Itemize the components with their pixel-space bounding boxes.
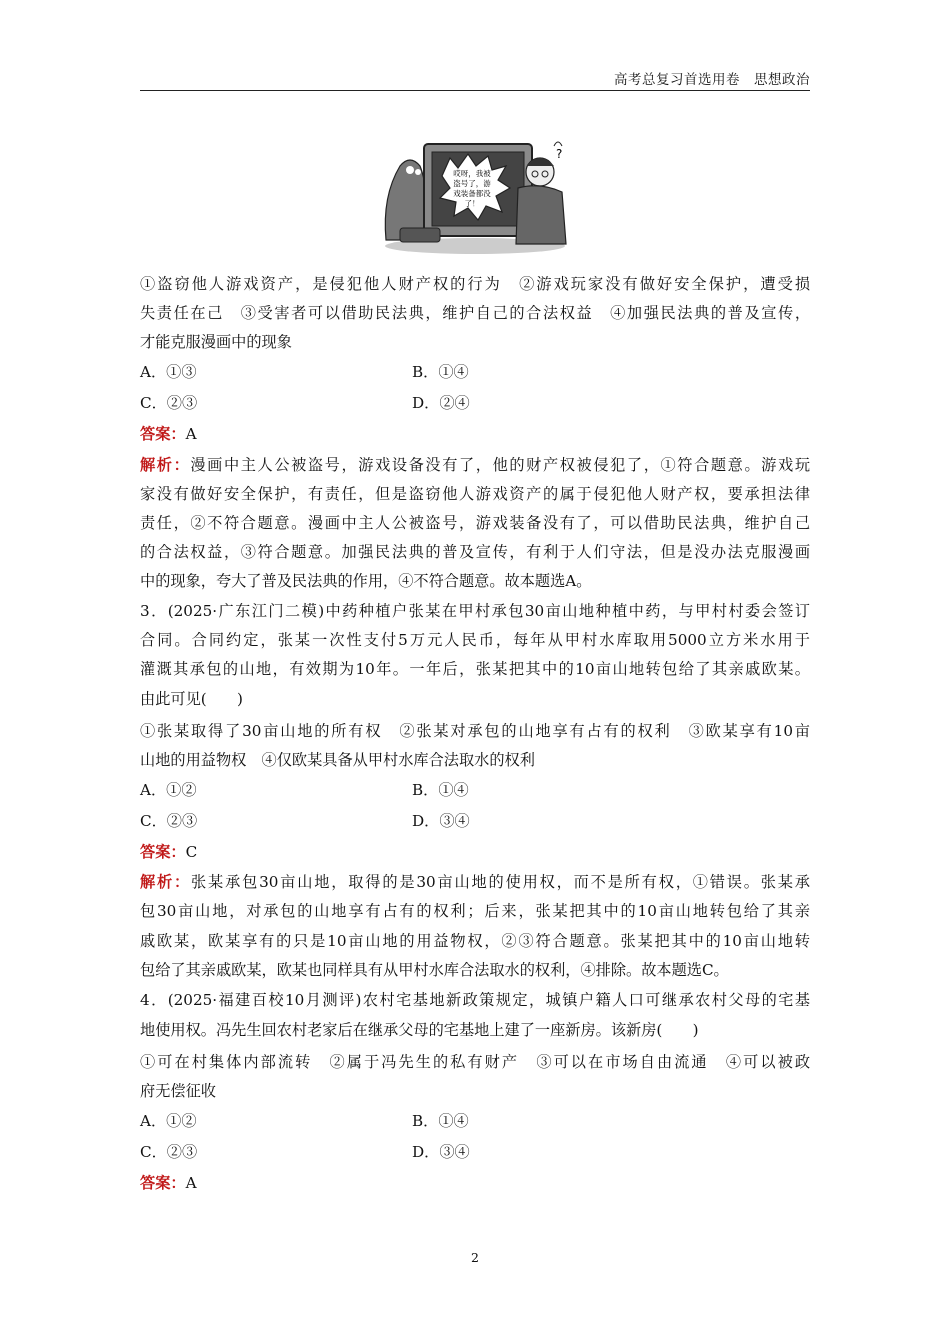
cartoon-illustration [380,136,570,254]
q4-option-c: C．②③ [140,1143,198,1161]
q2-option-d: D．②④ [412,394,470,412]
q3-analysis-line: 包30亩山地，对承包的山地享有占有的权利；后来，张某把其中的10亩山地转包给了其亲 [140,902,810,920]
q2-option-c: C．②③ [140,394,198,412]
q4-stem-line: 4．(2025·福建百校10月测评)农村宅基地新政策规定，城镇户籍人口可继承农村父母的宅基 [140,991,810,1009]
q2-analysis [140,455,810,475]
answer-value: A [185,425,197,443]
answer-label: 答案： [140,843,186,861]
analysis-label: 解析： [140,873,192,891]
header-title: 高考总复习首选用卷 思想政治 [614,72,810,88]
q2-analysis-line: 中的现象，夸大了普及民法典的作用，④不符合题意。故本题选A。 [140,572,592,590]
q2-option-b: B．①④ [412,363,469,381]
q2-answer [140,424,197,444]
q4-stem-line: 地使用权。冯先生回农村老家后在继承父母的宅基地上建了一座新房。该新房( ) [140,1021,699,1039]
q3-option-c: C．②③ [140,812,198,830]
answer-value: A [185,1174,197,1192]
q4-option-d: D．③④ [412,1143,470,1161]
answer-label: 答案： [140,1174,186,1192]
q3-option-d: D．③④ [412,812,470,830]
speech-line-1: 哎呀，我被 [453,169,491,178]
q2-statement-line: 才能克服漫画中的现象 [140,333,292,351]
q3-stem-line: 由此可见( ) [140,690,243,708]
q4-statement-line: ①可在村集体内部流转 ②属于冯先生的私有财产 ③可以在市场自由流通 ④可以被政 [140,1053,810,1071]
q2-analysis-line: 家没有做好安全保护，有责任，但是盗窃他人游戏资产的属于侵犯他人财产权，要承担法律 [140,485,810,503]
q2-analysis-line: 责任，②不符合题意。漫画中主人公被盗号，游戏装备没有了，可以借助民法典，维护自己 [140,514,810,532]
analysis-label: 解析： [140,456,191,474]
q3-analysis [140,872,810,892]
speech-line-2: 盗号了，游 [453,179,491,188]
q4-statement-line: 府无偿征收 [140,1082,216,1100]
q4-answer [140,1173,197,1193]
q2-statement-line: 失责任在己 ③受害者可以借助民法典，维护自己的合法权益 ④加强民法典的普及宣传， [140,304,810,322]
q3-statement-line: ①张某取得了30亩山地的所有权 ②张某对承包的山地享有占有的权利 ③欧某享有10亩 [140,722,810,740]
q4-option-a: A．①② [140,1112,197,1130]
speech-line-3: 戏装备都没 [453,189,491,198]
q3-option-a: A．①② [140,781,197,799]
q3-stem-line: 3．(2025·广东江门二模)中药种植户张某在甲村承包30亩山地种植中药，与甲村村委会签订 [140,602,810,620]
answer-value: C [185,843,198,861]
q3-statement-line: 山地的用益物权 ④仅欧某具备从甲村水库合法取水的权利 [140,751,535,769]
q3-stem-line: 灌溉其承包的山地，有效期为10年。一年后，张某把其中的10亩山地转包给了其亲戚欧某。 [140,660,810,678]
q3-analysis-line: 包给了其亲戚欧某，欧某也同样具有从甲村水库合法取水的权利，④排除。故本题选C。 [140,961,729,979]
speech-line-4: 了！ [464,199,480,208]
q3-option-b: B．①④ [412,781,469,799]
q2-analysis-line: 的合法权益，③符合题意。加强民法典的普及宣传，有利于人们守法，但是没办法克服漫画 [140,543,810,561]
cartoon-drawing [380,136,570,254]
analysis-text: 张某承包30亩山地，取得的是30亩山地的使用权，而不是所有权，①错误。张某承 [191,873,810,891]
q3-answer [140,842,197,862]
answer-label: 答案： [140,425,186,443]
svg-text:?: ? [556,147,563,161]
q4-option-b: B．①④ [412,1112,469,1130]
q2-statement-line: ①盗窃他人游戏资产，是侵犯他人财产权的行为 ②游戏玩家没有做好安全保护，遭受损 [140,275,810,293]
q3-analysis-line: 戚欧某，欧某享有的只是10亩山地的用益物权，②③符合题意。张某把其中的10亩山地转 [140,932,810,950]
page-header [140,64,810,91]
q2-option-a: A．①③ [140,363,197,381]
page-number: 2 [471,1250,479,1265]
analysis-text: 漫画中主人公被盗号，游戏设备没有了，他的财产权被侵犯了，①符合题意。游戏玩 [190,456,811,474]
q3-stem-line: 合同。合同约定，张某一次性支付5万元人民币，每年从甲村水库取用5000立方米水用于 [140,631,810,649]
